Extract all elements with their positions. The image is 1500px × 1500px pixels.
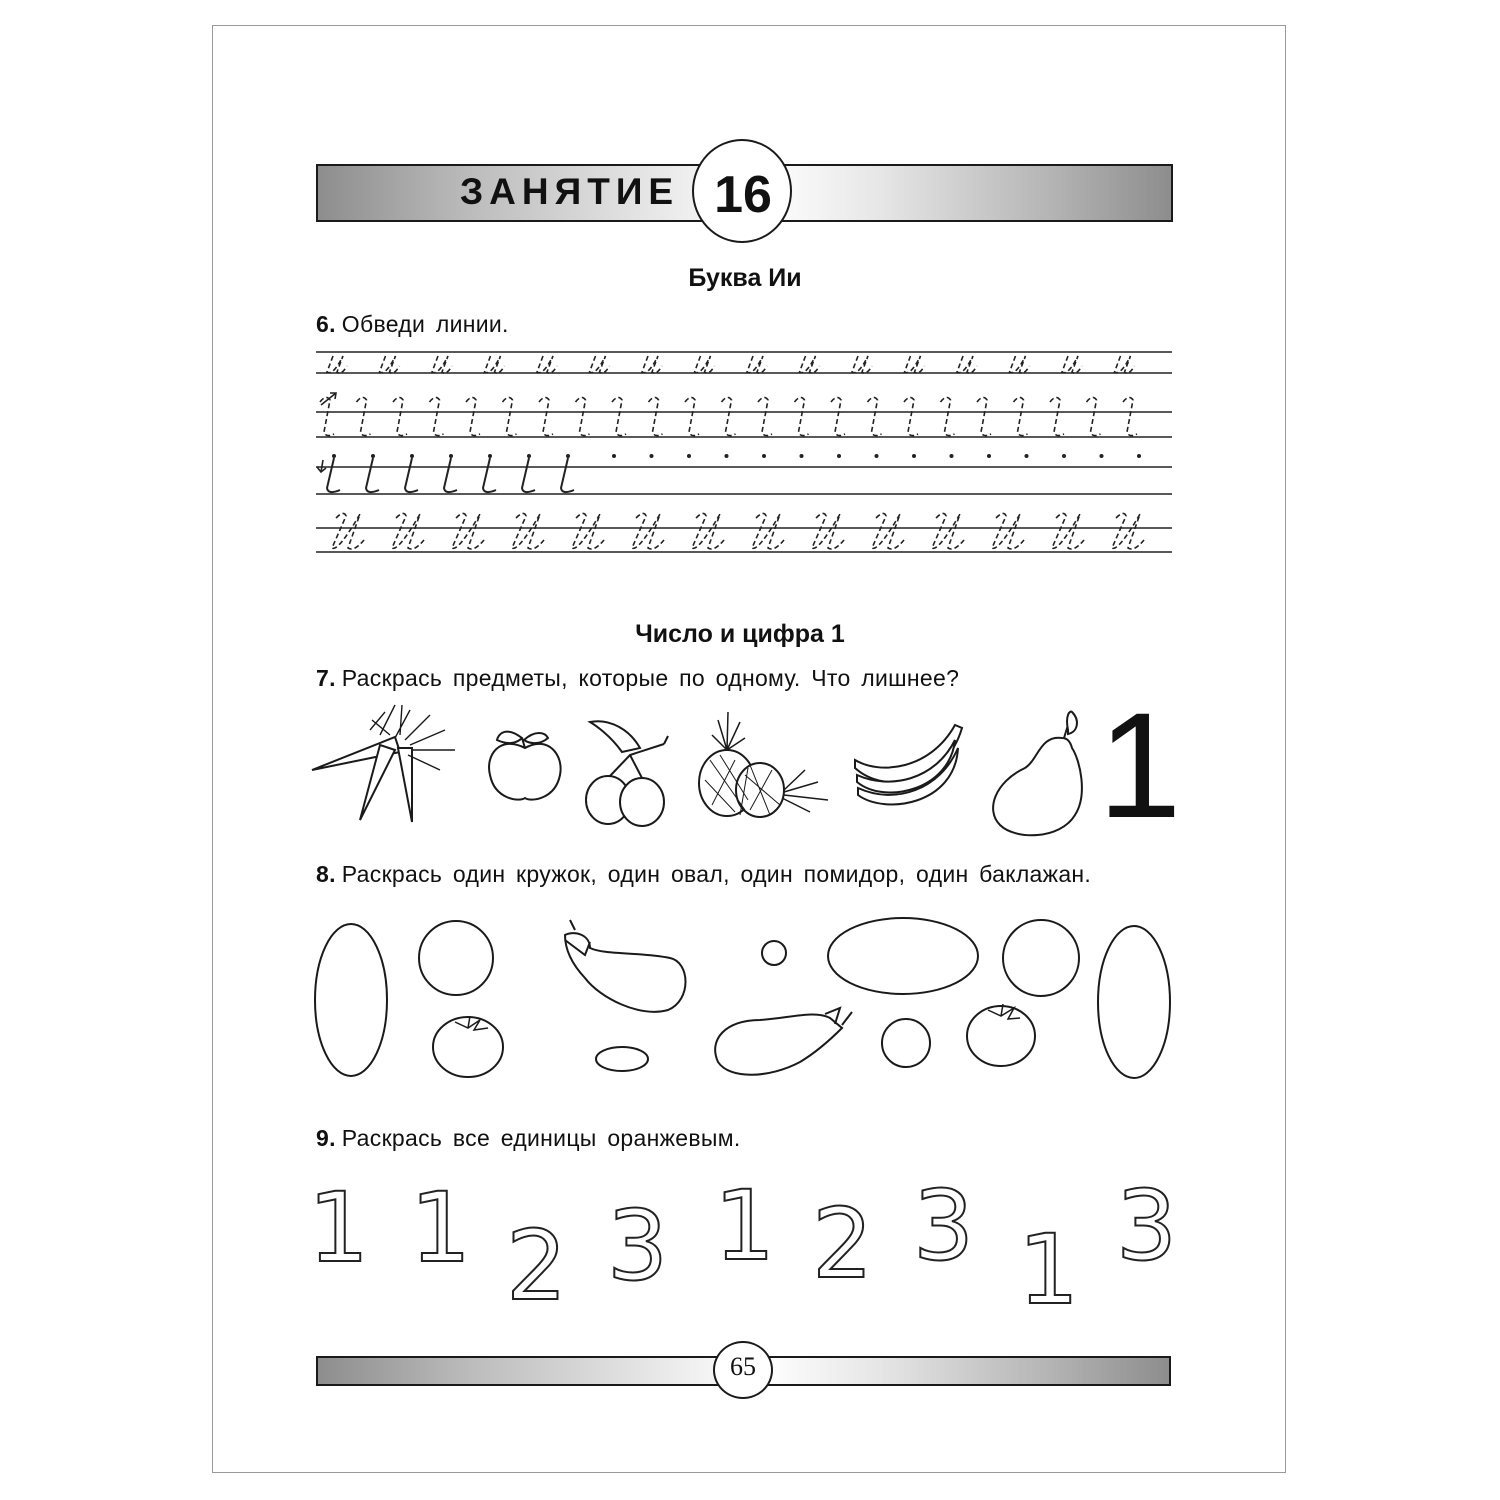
lesson-number: 16 (714, 166, 772, 224)
circle-shape (1003, 920, 1079, 996)
task-9 (316, 1123, 741, 1153)
eggplant-icon (715, 1008, 852, 1075)
oval-shape (828, 918, 978, 994)
outline-digit: 3 (607, 1190, 669, 1302)
big-digit-one: 1 (1098, 681, 1182, 849)
eggplant-icon (565, 920, 686, 1012)
oval-shape (1098, 926, 1170, 1078)
outline-digit: 1 (410, 1172, 472, 1284)
circle-shape (419, 921, 493, 995)
oval-shape (596, 1047, 648, 1071)
task-9-text: Раскрась все единицы оранжевым. (341, 1125, 741, 1151)
outline-digit: 2 (506, 1210, 568, 1322)
tomato-icon (433, 1016, 503, 1077)
oval-shape (315, 924, 387, 1076)
lesson-label: ЗАНЯТИЕ (460, 171, 680, 212)
page-number: 65 (730, 1352, 756, 1381)
circle-shape (882, 1019, 930, 1067)
section-title-number: Число и цифра 1 (635, 620, 845, 648)
outline-digit: 1 (1018, 1214, 1080, 1326)
task-9-number: 9. (316, 1125, 336, 1151)
section-title-letter: Буква Ии (688, 264, 802, 292)
outline-digit: 3 (1116, 1170, 1178, 1282)
task-6-number: 6. (316, 311, 336, 337)
circle-shape (762, 941, 786, 965)
outline-digit: 1 (308, 1172, 370, 1284)
task-7-text: Раскрась предметы, которые по одному. Что лишнее? (341, 665, 960, 691)
task-7-number: 7. (316, 665, 336, 691)
outline-digit: 2 (812, 1188, 874, 1300)
task-6-text: Обведи линии. (341, 311, 509, 337)
tomato-icon (967, 1004, 1035, 1066)
outline-digit: 1 (714, 1170, 776, 1282)
task-8-number: 8. (316, 861, 336, 887)
task-8-text: Раскрась один кружок, один овал, один помидор, один баклажан. (341, 861, 1092, 887)
outline-digit: 3 (913, 1170, 975, 1282)
